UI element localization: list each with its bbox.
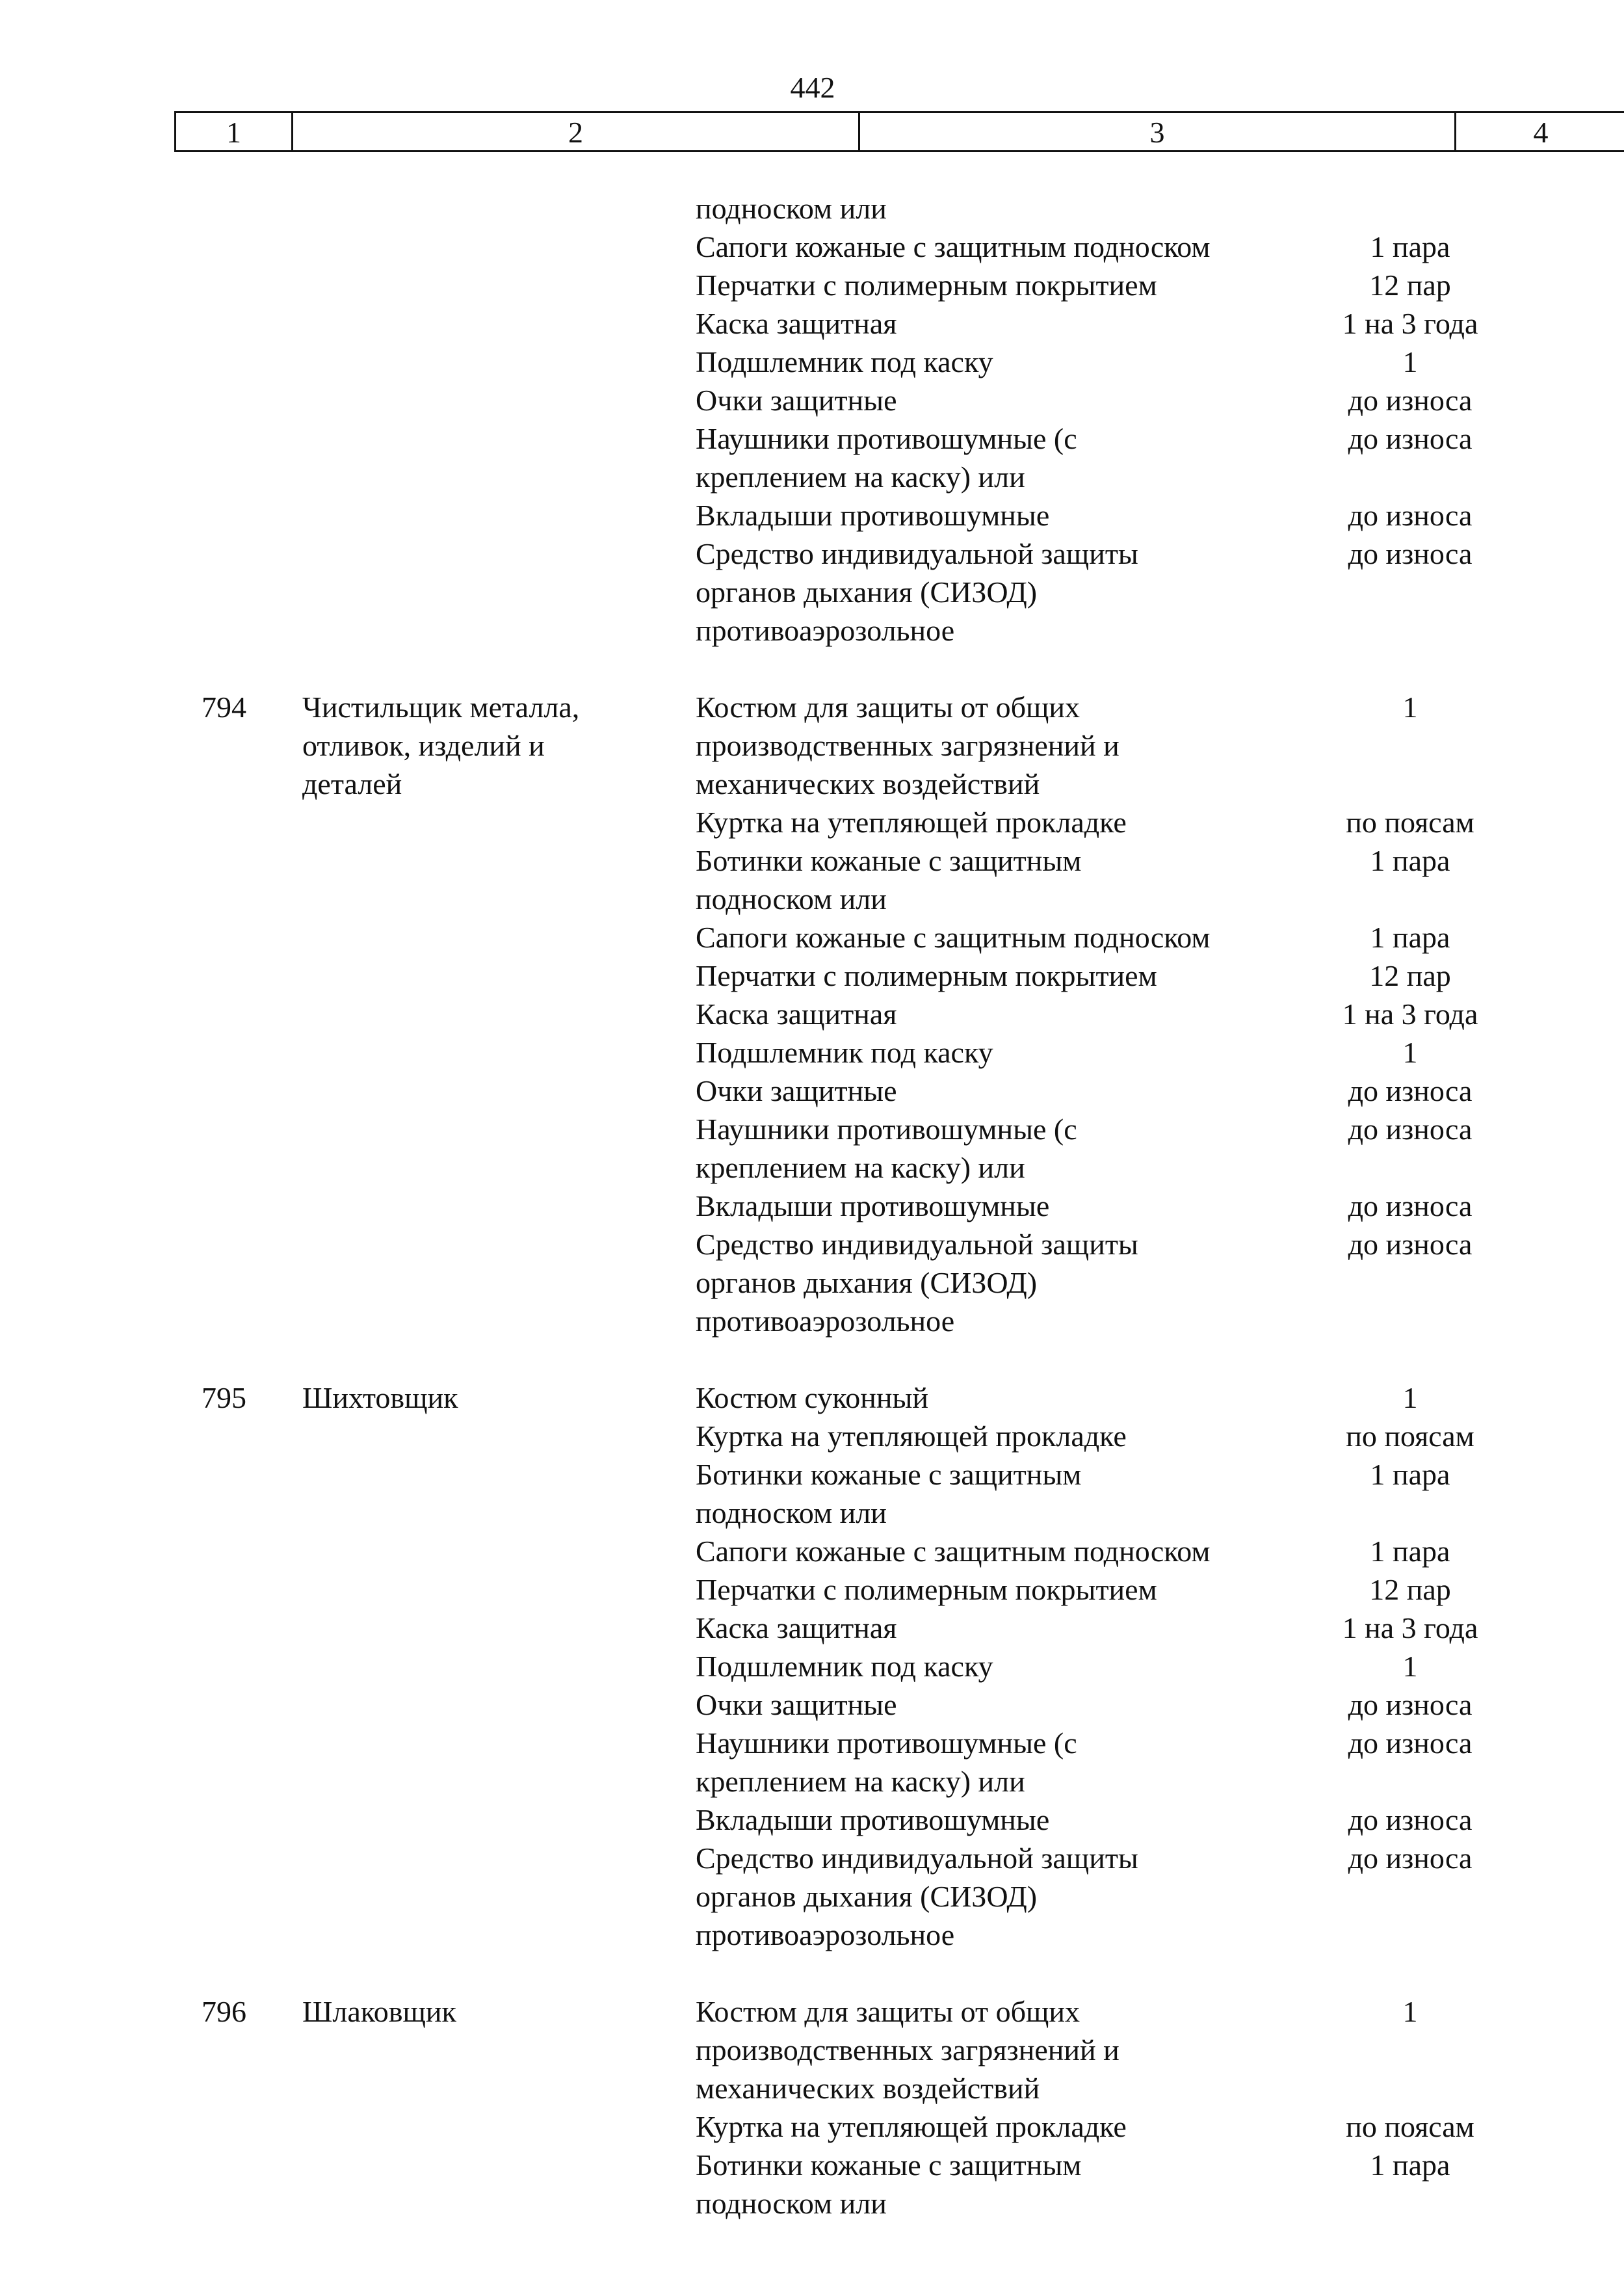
equipment-name [696,1570,1326,1609]
equipment-name [696,304,1326,343]
equipment-name [696,189,1326,228]
equipment-name-line: подноском или [696,192,887,225]
equipment-name [696,1072,1326,1110]
equipment-name [696,2107,1326,2146]
equipment-row [696,419,1624,496]
equipment-name-line: Наушники противошумные (с [696,1113,1077,1146]
column-header-row [174,111,1624,152]
equipment-row [696,1110,1624,1187]
equipment-list [696,1379,1624,1954]
equipment-name-line: противоаэрозольное [696,1918,955,1951]
row-number: 795 [202,1381,246,1414]
issue-norm: по поясам [1346,2110,1474,2143]
issue-norm: 12 пар [1369,959,1451,992]
issue-norm: 1 [1402,1036,1418,1069]
equipment-list [696,688,1624,1340]
equipment-name-line: креплением на каску) или [696,1765,1025,1798]
issue-norm: 1 на 3 года [1342,1611,1478,1644]
equipment-row [696,1839,1624,1954]
equipment-name-line: противоаэрозольное [696,614,955,647]
equipment-name [696,1647,1326,1685]
issue-norm: 12 пар [1369,269,1451,302]
equipment-name [696,266,1326,304]
issue-norm: 1 пара [1370,844,1450,877]
issue-norm: до износа [1348,1189,1473,1222]
equipment-name-line: Наушники противошумные (с [696,422,1077,455]
equipment-row [696,1033,1624,1072]
issue-norm: до износа [1348,1841,1473,1875]
equipment-name [696,1685,1326,1724]
equipment-name-line: подноском или [696,2187,887,2220]
equipment-name-line: Сапоги кожаные с защитным подноском [696,230,1211,263]
equipment-row [696,1570,1624,1609]
equipment-row [696,918,1624,957]
issue-norm: по поясам [1346,1419,1474,1453]
profession-name [302,688,666,803]
profession-name [302,1992,666,2031]
equipment-name-line: Наушники противошумные (с [696,1726,1077,1760]
column-header-1: 1 [176,113,293,150]
equipment-list [696,189,1624,650]
equipment-name-line: Сапоги кожаные с защитным подноском [696,921,1211,954]
equipment-row [696,2146,1624,2223]
equipment-name-line: креплением на каску) или [696,1151,1025,1184]
equipment-name-line: Подшлемник под каску [696,1036,993,1069]
issue-norm: 1 на 3 года [1342,307,1478,340]
equipment-name-line: производственных загрязнений и [696,729,1120,762]
issue-norm: до износа [1348,1688,1473,1721]
equipment-name [696,803,1326,841]
equipment-name-line: Средство индивидуальной защиты [696,537,1138,570]
equipment-row [696,1417,1624,1455]
equipment-name [696,957,1326,995]
issue-norm: до износа [1348,1726,1473,1760]
equipment-name-line: Вкладыши противошумные [696,1189,1050,1222]
issue-norm: 1 пара [1370,921,1450,954]
equipment-row [696,841,1624,918]
issue-norm: по поясам [1346,806,1474,839]
issue-norm: до износа [1348,1074,1473,1107]
equipment-name-line: Вкладыши противошумные [696,1803,1050,1836]
issue-norm: 1 [1402,1650,1418,1683]
profession-name-line: Шлаковщик [302,1995,456,2028]
equipment-row [696,496,1624,534]
equipment-name-line: Очки защитные [696,384,897,417]
equipment-row [696,1992,1624,2107]
issue-norm: 1 [1402,1381,1418,1414]
issue-norm: 1 [1402,345,1418,378]
equipment-name-line: подноском или [696,882,887,916]
equipment-row [696,2107,1624,2146]
equipment-name [696,841,1326,918]
equipment-name [696,534,1326,650]
equipment-name [696,1455,1326,1532]
equipment-name-line: механических воздействий [696,2072,1040,2105]
equipment-row [696,1072,1624,1110]
equipment-row [696,1647,1624,1685]
equipment-name [696,1609,1326,1647]
equipment-name-line: Перчатки с полимерным покрытием [696,1573,1157,1606]
equipment-name-line: креплением на каску) или [696,460,1025,494]
equipment-name-line: Костюм для защиты от общих [696,691,1080,724]
equipment-name-line: Сапоги кожаные с защитным подноском [696,1535,1211,1568]
equipment-list [696,1992,1624,2223]
profession-name-line: деталей [302,767,402,800]
equipment-name-line: Ботинки кожаные с защитным [696,2148,1082,2182]
issue-norm: 1 пара [1370,1535,1450,1568]
equipment-row [696,957,1624,995]
equipment-name [696,419,1326,496]
equipment-name-line: Ботинки кожаные с защитным [696,844,1082,877]
equipment-name-line: Перчатки с полимерным покрытием [696,959,1157,992]
equipment-name-line: Каска защитная [696,997,897,1031]
issue-norm: 1 пара [1370,2148,1450,2182]
equipment-name [696,1033,1326,1072]
equipment-name [696,1417,1326,1455]
equipment-name-line: Очки защитные [696,1688,897,1721]
equipment-name-line: Средство индивидуальной защиты [696,1841,1138,1875]
equipment-row [696,1379,1624,1417]
equipment-name-line: органов дыхания (СИЗОД) [696,575,1038,609]
equipment-name-line: Подшлемник под каску [696,1650,993,1683]
equipment-name-line: Вкладыши противошумные [696,499,1050,532]
row-number: 794 [202,691,246,724]
profession-group [0,189,1624,650]
issue-norm: до износа [1348,1228,1473,1261]
equipment-row [696,688,1624,803]
equipment-row [696,1225,1624,1340]
equipment-name-line: производственных загрязнений и [696,2033,1120,2066]
equipment-name [696,1110,1326,1187]
equipment-name-line: Каска защитная [696,1611,897,1644]
equipment-row [696,381,1624,419]
issue-norm: 1 на 3 года [1342,997,1478,1031]
equipment-name-line: Куртка на утепляющей прокладке [696,806,1127,839]
equipment-name [696,1379,1326,1417]
equipment-name [696,496,1326,534]
equipment-name-line: Костюм для защиты от общих [696,1995,1080,2028]
column-header-4: 4 [1533,116,1549,149]
equipment-name [696,995,1326,1033]
issue-norm: 1 пара [1370,1458,1450,1491]
equipment-row [696,1609,1624,1647]
equipment-row [696,1532,1624,1570]
equipment-row [696,534,1624,650]
column-header-3: 3 [860,113,1456,150]
issue-norm: до износа [1348,384,1473,417]
equipment-name [696,918,1326,957]
equipment-name-line: Куртка на утепляющей прокладке [696,2110,1127,2143]
row-number: 796 [202,1995,246,2028]
equipment-name [696,1801,1326,1839]
issue-norm: до износа [1348,537,1473,570]
equipment-name-line: подноском или [696,1496,887,1529]
profession-name [302,1379,666,1417]
equipment-name-line: Каска защитная [696,307,897,340]
equipment-row [696,1801,1624,1839]
equipment-name [696,228,1326,266]
equipment-row [696,995,1624,1033]
issue-norm [1326,189,1494,228]
equipment-row [696,189,1624,228]
equipment-name [696,1225,1326,1340]
equipment-name-line: Средство индивидуальной защиты [696,1228,1138,1261]
profession-name-line: отливок, изделий и [302,729,545,762]
equipment-name-line: механических воздействий [696,767,1040,800]
ppe-table-body [0,189,1624,2223]
equipment-name [696,381,1326,419]
issue-norm: 12 пар [1369,1573,1451,1606]
profession-group [0,688,1624,1340]
equipment-name [696,688,1326,803]
equipment-row [696,266,1624,304]
equipment-name-line: Ботинки кожаные с защитным [696,1458,1082,1491]
equipment-name-line: Куртка на утепляющей прокладке [696,1419,1127,1453]
profession-group [0,1379,1624,1954]
profession-name-line: Чистильщик металла, [302,691,580,724]
equipment-name-line: Костюм суконный [696,1381,929,1414]
issue-norm: 1 пара [1370,230,1450,263]
issue-norm: 1 [1402,1995,1418,2028]
issue-norm: до износа [1348,1113,1473,1146]
equipment-name [696,343,1326,381]
equipment-row [696,803,1624,841]
issue-norm: до износа [1348,499,1473,532]
page-number: 442 [790,71,835,104]
equipment-name [696,2146,1326,2223]
issue-norm: 1 [1402,691,1418,724]
equipment-name [696,1724,1326,1801]
equipment-row [696,1685,1624,1724]
equipment-name-line: Подшлемник под каску [696,345,993,378]
equipment-row [696,343,1624,381]
equipment-name [696,1839,1326,1954]
issue-norm: до износа [1348,422,1473,455]
equipment-row [696,228,1624,266]
equipment-name-line: Очки защитные [696,1074,897,1107]
issue-norm: до износа [1348,1803,1473,1836]
profession-group [0,1992,1624,2223]
profession-name-line: Шихтовщик [302,1381,458,1414]
equipment-name [696,1992,1326,2107]
equipment-name-line: органов дыхания (СИЗОД) [696,1266,1038,1299]
equipment-name-line: противоаэрозольное [696,1304,955,1338]
equipment-name-line: Перчатки с полимерным покрытием [696,269,1157,302]
equipment-name [696,1532,1326,1570]
equipment-row [696,1455,1624,1532]
equipment-row [696,304,1624,343]
equipment-name-line: органов дыхания (СИЗОД) [696,1880,1038,1913]
equipment-row [696,1187,1624,1225]
column-header-2: 2 [293,113,860,150]
equipment-name [696,1187,1326,1225]
equipment-row [696,1724,1624,1801]
